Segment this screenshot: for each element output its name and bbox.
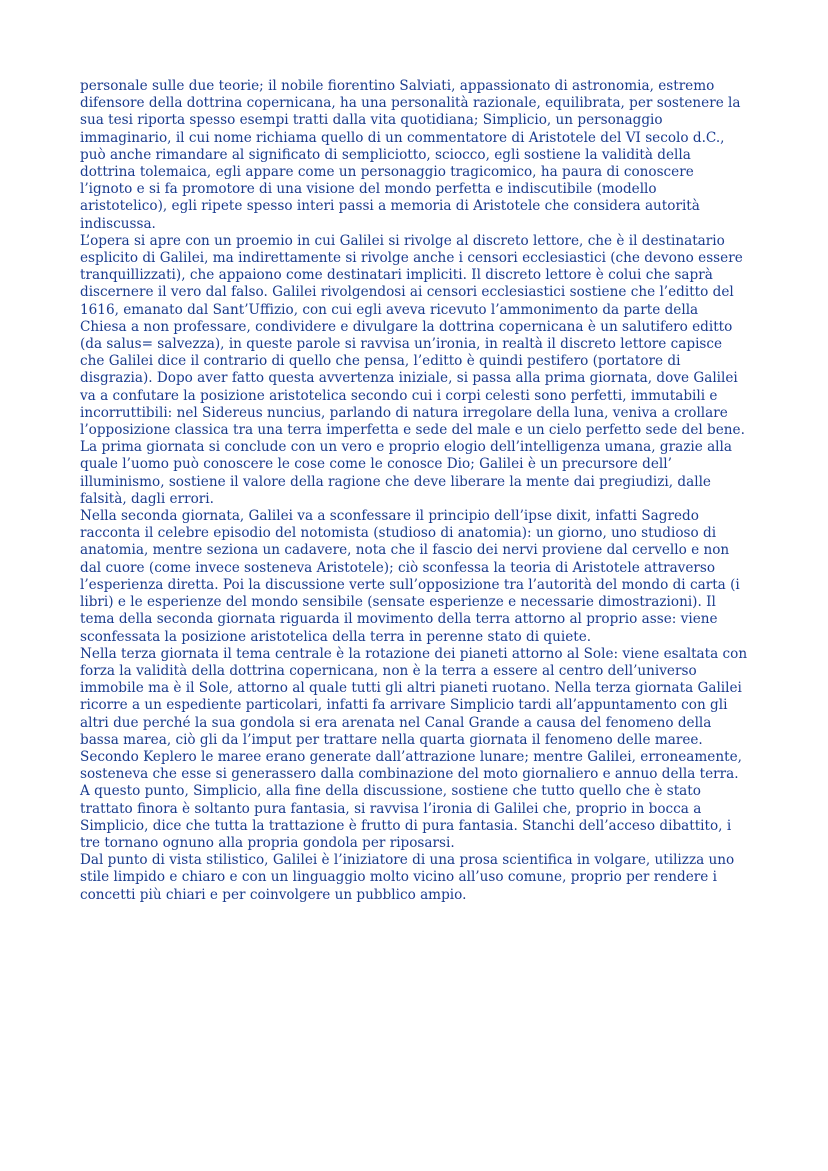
paragraph-stile: Dal punto di vista stilistico, Galilei è l’iniziatore di una prosa scientifica in volgare, utilizza uno stile limpido e chiaro e con un linguaggio molto vicino all’uso comune, proprio per rendere i concetti più chiari e per coinvolgere un pubblico ampio. <box>80 852 735 903</box>
paragraph-characters: personale sulle due teorie; il nobile fiorentino Salviati, appassionato di astronomia, estremo difensore della dottrina copernicana, ha una personalità razionale, equilibrata, per sostenere la sua tesi riporta spesso esempi tratti dalla vita quotidiana; Simplicio, un personaggio immaginario, il cui nome richiama quello di un commentatore di Aristotele del VI secolo d.C., può anche rimandare al significato di sempliciotto, sciocco, egli sostiene la validità della dottrina tolemaica, egli appare come un personaggio tragicomico, ha paura di conoscere l’ignoto e si fa promotore di una visione del mondo perfetta e indiscutibile (modello aristotelico), egli ripete spesso interi passi a memoria di Aristotele che considera autorità indiscussa. <box>80 78 741 232</box>
paragraph-conclusione: A questo punto, Simplicio, alla fine della discussione, sostiene che tutto quello che è stato trattato finora è soltanto pura fantasia, si ravvisa l’ironia di Galilei che, proprio in bocca a Simplicio, dice che tutta la trattazione è frutto di pura fantasia. Stanchi dell’acceso dibattito, i tre tornano ognuno alla propria gondola per riposarsi. <box>80 783 732 851</box>
paragraph-terza-giornata: Nella terza giornata il tema centrale è la rotazione dei pianeti attorno al Sole: viene esaltata con forza la validità della dottrina copernicana, non è la terra a essere al centro dell’universo immobile ma è il Sole, attorno al quale tutti gli altri pianeti ruotano. Nella terza giornata Galilei ricorre a un espediente particolari, infatti fa arrivare Simplicio tardi all’appuntamento con gli altri due perché la sua gondola si era arenata nel Canal Grande a causa del fenomeno della bassa marea, ciò gli da l’imput per trattare nella quarta giornata il fenomeno delle maree. Secondo Keplero le maree erano generate dall’attrazione lunare; mentre Galilei, erroneamente, sosteneva che esse si generassero dalla combinazione del moto giornaliero e annuo della terra. <box>80 645 748 783</box>
paragraph-proemio: L’opera si apre con un proemio in cui Galilei si rivolge al discreto lettore, che è il destinatario esplicito di Galilei, ma indirettamente si rivolge anche i censori ecclesiastici (che devono essere tranquillizzati), che appaiono come destinatari impliciti. Il discreto lettore è colui che saprà discernere il vero dal falso. Galilei rivolgendosi ai censori ecclesiastici sostiene che l’editto del 1616, emanato dal Sant’Uffizio, con cui egli aveva ricevuto l’ammonimento da parte della Chiesa a non professare, condividere e divulgare la dottrina copernicana è un salutifero editto (da salus= salvezza), in queste parole si ravvisa un’ironia, in realtà il discreto lettore capisce che Galilei dice il contrario di quello che pensa, l’editto è quindi pestifero (portatore di disgrazia). Dopo aver fatto questa avvertenza iniziale, si passa alla prima giornata, dove Galilei va a confutare la posizione aristotelica secondo cui i corpi celesti sono perfetti, immutabili e incorruttibili: nel Sidereus nuncius, parlando di natura irregolare della luna, veniva a crollare l’opposizione classica tra una terra imperfetta e sede del male e un cielo perfetto sede del bene. La prima giornata si conclude con un vero e proprio elogio dell’intelligenza umana, grazie alla quale l’uomo può conoscere le cose come le conosce Dio; Galilei è un precursore dell’ illuminismo, sostiene il valore della ragione che deve liberare la mente dai pregiudizi, dalle falsità, dagli errori. <box>80 232 745 507</box>
paragraph-seconda-giornata: Nella seconda giornata, Galilei va a sconfessare il principio dell’ipse dixit, infatti Sagredo racconta il celebre episodio del notomista (studioso di anatomia): un giorno, uno studioso di anatomia, mentre seziona un cadavere, nota che il fascio dei nervi proviene dal cervello e non dal cuore (come invece sosteneva Aristotele); ciò sconfessa la teoria di Aristotele attraverso l’esperienza diretta. Poi la discussione verte sull’opposizione tra l’autorità del mondo di carta (i libri) e le esperienze del mondo sensibile (sensate esperienze e necessarie dimostrazioni). Il tema della seconda giornata riguarda il movimento della terra attorno al proprio asse: viene sconfessata la posizione aristotelica della terra in perenne stato di quiete. <box>80 508 740 645</box>
document-body <box>80 78 748 904</box>
